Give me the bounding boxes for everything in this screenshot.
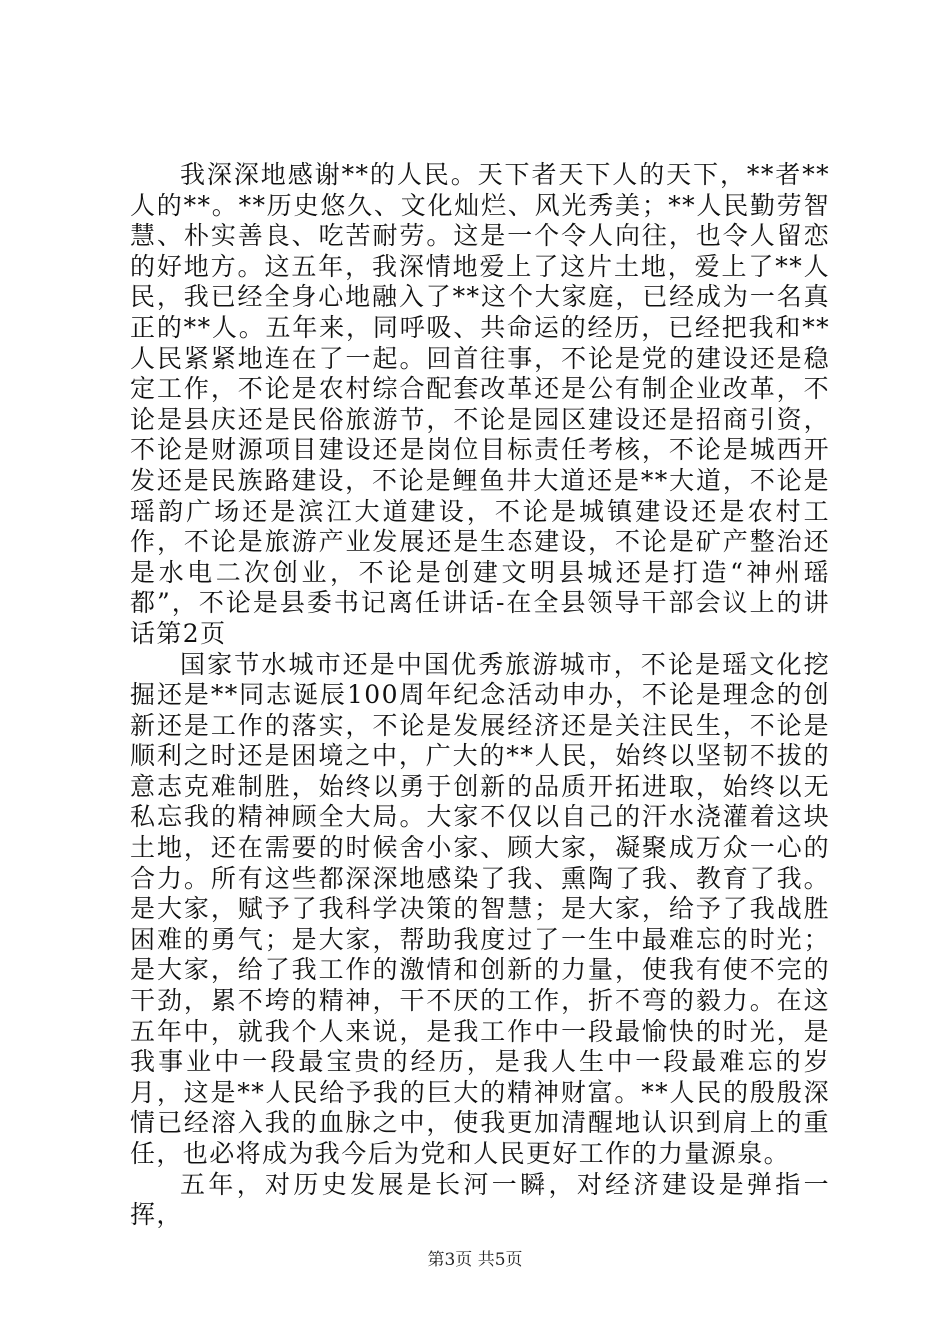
page-footer: 第3页 共5页	[427, 1250, 523, 1270]
paragraph-people-spirit: 国家节水城市还是中国优秀旅游城市，不论是瑶文化挖掘还是**同志诞辰100周年纪念活动申办，不论是理念的创新还是工作的落实，不论是发展经济还是关注民生，不论是顺利之时还是困境之中，广大的**人民，始终以坚韧不拔的意志克难制胜，始终以勇于创新的品质开拓进取，始终以无私忘我的精神顾全大局。大家不仅以自己的汗水浇灌着这块土地，还在需要的时候舍小家、顾大家，凝聚成万众一心的合力。所有这些都深深地感染了我、熏陶了我、教育了我。是大家，赋予了我科学决策的智慧；是大家，给予了我战胜困难的勇气；是大家，帮助我度过了一生中最难忘的时光；是大家，给了我工作的激情和创新的力量，使我有使不完的干劲，累不垮的精神，干不厌的工作，折不弯的毅力。在这五年中，就我个人来说，是我工作中一段最愉快的时光，是我事业中一段最宝贵的经历，是我人生中一段最难忘的岁月，这是**人民给予我的巨大的精神财富。**人民的殷殷深情已经溶入我的血脉之中，使我更加清醒地认识到肩上的重任，也必将成为我今后为党和人民更好工作的力量源泉。	[130, 649, 830, 1168]
document-body	[130, 160, 830, 1231]
paragraph-gratitude: 我深深地感谢**的人民。天下者天下人的天下，**者**人的**。**历史悠久、文化灿烂、风光秀美；**人民勤劳智慧、朴实善良、吃苦耐劳。这是一个令人向往，也令人留恋的好地方。这五年，我深情地爱上了这片土地，爱上了**人民，我已经全身心地融入了**这个大家庭，已经成为一名真正的**人。五年来，同呼吸、共命运的经历，已经把我和**人民紧紧地连在了一起。回首往事，不论是党的建设还是稳定工作，不论是农村综合配套改革还是公有制企业改革，不论是县庆还是民俗旅游节，不论是园区建设还是招商引资，不论是财源项目建设还是岗位目标责任考核，不论是城西开发还是民族路建设，不论是鲤鱼井大道还是**大道，不论是瑶韵广场还是滨江大道建设，不论是城镇建设还是农村工作，不论是旅游产业发展还是生态建设，不论是矿产整治还是水电二次创业，不论是创建文明县城还是打造“神州瑶都”，不论是县委书记离任讲话-在全县领导干部会议上的讲话第2页	[130, 160, 830, 648]
paragraph-five-years: 五年，对历史发展是长河一瞬，对经济建设是弹指一挥，	[130, 1169, 830, 1230]
